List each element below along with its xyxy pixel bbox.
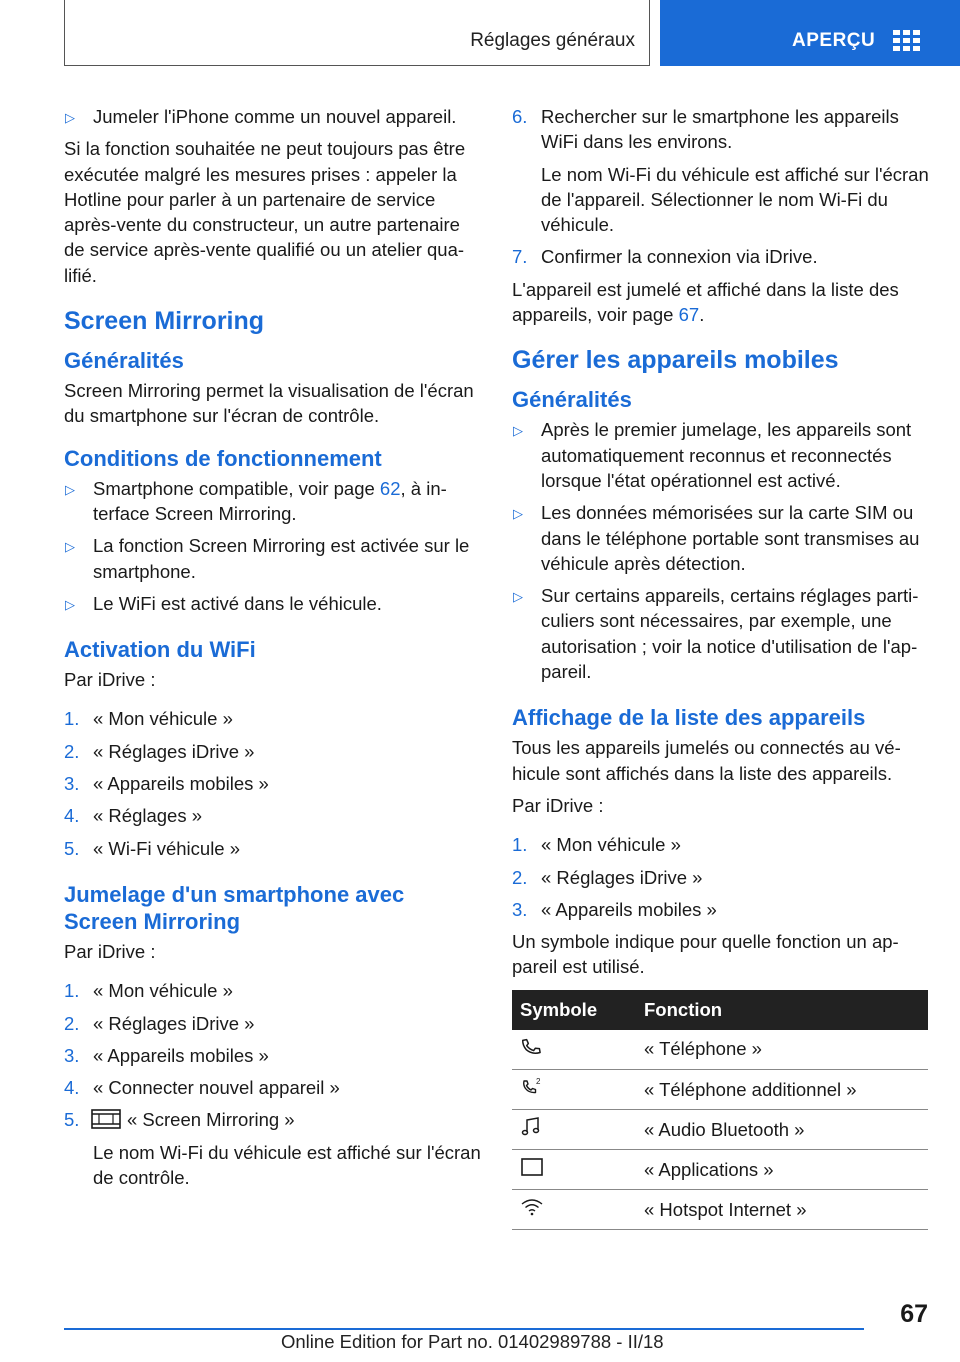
step-text: Rechercher sur le smartphone les appareils WiFi dans les environs. <box>541 106 899 153</box>
phone-additional-icon <box>520 1076 544 1098</box>
step-text: « Appareils mobiles » <box>541 898 717 920</box>
step-text: « Réglages iDrive » <box>93 740 255 762</box>
jumelage-steps <box>64 978 482 1190</box>
bullet-text: Jumeler l'iPhone comme un nouvel appareil. <box>93 106 457 127</box>
footer-edition: Online Edition for Part no. 01402989788 - II/18 <box>281 1331 664 1352</box>
heading-conditions: Conditions de fonctionnement <box>64 445 382 471</box>
step-item <box>64 1011 482 1036</box>
bullet-text: Après le premier jumelage, les appareils sont automatiquement reconnus et reconnectés lorsque l'état opérationnel est activé. <box>541 419 912 491</box>
page-link-67[interactable]: 67 <box>678 304 700 326</box>
function-cell: « Audio Bluetooth » <box>636 1110 928 1150</box>
footer-divider <box>64 1328 864 1330</box>
step-text: « Wi-Fi véhicule » <box>93 837 241 859</box>
affichage-steps <box>512 832 930 922</box>
step-number: 1. <box>512 834 528 856</box>
step-item <box>512 897 930 922</box>
column-header-fonction: Fonction <box>636 990 928 1030</box>
step-number: 2. <box>512 866 528 888</box>
step-number: 5. <box>64 837 80 859</box>
function-cell: « Téléphone » <box>636 1030 928 1070</box>
header-section-box <box>64 0 650 66</box>
list-item <box>512 583 930 684</box>
table-row <box>512 1070 928 1110</box>
step-text: « Réglages iDrive » <box>93 1012 255 1034</box>
apercu-label: APERÇU <box>792 30 876 51</box>
bullet-text: Smartphone compatible, voir page <box>93 477 380 499</box>
step-item <box>512 244 930 269</box>
step-item <box>64 1107 482 1190</box>
wifi-hotspot-icon <box>520 1196 544 1218</box>
table-header-row <box>512 990 928 1030</box>
bullet-text: Sur certains appareils, certains réglages particuliers sont nécessaires, par exemple, une autorisation ; voir la notice d'utilisation de l'appareil. <box>541 585 919 683</box>
step-text: « Réglages » <box>93 805 203 827</box>
step-text: « Connecter nouvel appareil » <box>93 1077 340 1099</box>
step-number: 4. <box>64 805 80 827</box>
applications-icon <box>520 1156 544 1178</box>
step-number: 3. <box>512 898 528 920</box>
heading-jumelage: Jumelage d'un smartphone avec Screen Mirroring <box>64 881 405 934</box>
step-item <box>64 771 482 796</box>
symbol-cell <box>512 1150 636 1190</box>
step-number: 5. <box>64 1109 80 1131</box>
step-number: 3. <box>64 773 80 795</box>
paragraph-text: . <box>699 304 705 326</box>
step-number: 2. <box>64 1012 80 1034</box>
bullet-text: , à interface Screen Mirroring. <box>93 477 447 524</box>
activation-steps <box>64 706 482 860</box>
step-number: 4. <box>64 1077 80 1099</box>
step-number: 1. <box>64 708 80 730</box>
symbol-cell <box>512 1110 636 1150</box>
step-item <box>64 1075 482 1100</box>
list-item <box>64 104 482 129</box>
page-link-62[interactable]: 62 <box>379 477 401 499</box>
bullet-text: Le WiFi est activé dans le véhicule. <box>93 592 382 614</box>
left-column <box>64 104 482 1197</box>
step-item <box>512 104 930 237</box>
step-text: Confirmer la connexion via iDrive. <box>541 246 818 268</box>
step-item <box>64 706 482 731</box>
music-note-icon <box>520 1116 542 1138</box>
step-item <box>64 739 482 764</box>
paragraph-par-idrive: Par iDrive : <box>512 794 604 816</box>
right-column <box>512 104 930 1230</box>
paragraph-symbole: Un symbole indique pour quelle fonction un appareil est utilisé. <box>512 931 899 978</box>
phone-icon <box>520 1036 542 1058</box>
paragraph-appareil-jumele <box>512 277 930 328</box>
triangle-bullet-icon: ▷ <box>513 506 523 522</box>
paragraph-par-idrive: Par iDrive : <box>64 669 156 691</box>
bullet-text: Les données mémorisées sur la carte SIM ou dans le téléphone portable sont transmises au véhicule après détection. <box>541 502 920 574</box>
section-title: Réglages généraux <box>470 30 635 51</box>
triangle-bullet-icon: ▷ <box>513 589 523 605</box>
symbol-cell <box>512 1190 636 1230</box>
triangle-bullet-icon: ▷ <box>65 481 75 497</box>
list-item <box>512 417 930 493</box>
heading-gerer-appareils: Gérer les appareils mobiles <box>512 346 839 375</box>
step-item <box>64 836 482 861</box>
step-text: « Appareils mobiles » <box>93 773 269 795</box>
function-cell: « Téléphone additionnel » <box>636 1070 928 1110</box>
triangle-bullet-icon: ▷ <box>513 423 523 439</box>
step-text: « Mon véhicule » <box>93 980 233 1002</box>
page-number: 67 <box>900 1300 928 1328</box>
list-item <box>512 500 930 576</box>
paragraph-generalites: Screen Mirroring permet la visualisation de l'écran du smartphone sur l'écran de contrôle. <box>64 380 474 427</box>
step-text: « Mon véhicule » <box>93 708 233 730</box>
table-row <box>512 1190 928 1230</box>
svg-text:2: 2 <box>536 1077 541 1087</box>
triangle-bullet-icon: ▷ <box>65 539 75 555</box>
list-item <box>64 533 482 584</box>
triangle-bullet-icon: ▷ <box>65 596 75 612</box>
table-row <box>512 1150 928 1190</box>
table-row <box>512 1030 928 1070</box>
step-item <box>512 865 930 890</box>
step-number: 7. <box>512 246 528 268</box>
step-number: 2. <box>64 740 80 762</box>
step-text: « Appareils mobiles » <box>93 1044 269 1066</box>
triangle-bullet-icon: ▷ <box>65 110 75 125</box>
step-item <box>64 978 482 1003</box>
paragraph-hotline: Si la fonction souhaitée ne peut toujours pas être exécutée malgré les mesures prises : appeler la Hotline pour parler à un partenaire de service après-vente du constructeur, un autre partenaire de service après-vente qualifié ou un atelier qualifié. <box>64 138 466 286</box>
paragraph-text: L'appareil est jumelé et affiché dans la liste des appareils, voir page <box>512 278 899 326</box>
symbol-cell <box>512 1030 636 1070</box>
step-item <box>512 832 930 857</box>
step-subtext: Le nom Wi-Fi du véhicule est affiché sur l'écran de contrôle. <box>93 1141 481 1189</box>
screen-mirroring-icon <box>91 1109 121 1129</box>
heading-activation-wifi: Activation du WiFi <box>64 637 256 663</box>
step-number: 1. <box>64 980 80 1002</box>
apercu-nav-button[interactable] <box>660 0 960 66</box>
heading-affichage-liste: Affichage de la liste des appareils <box>512 705 866 731</box>
bullet-text: La fonction Screen Mirroring est activée sur le smartphone. <box>93 535 470 582</box>
heading-generalites: Généralités <box>64 348 184 374</box>
step-text: « Réglages iDrive » <box>541 866 703 888</box>
function-cell: « Hotspot Internet » <box>636 1190 928 1230</box>
step-text: « Screen Mirroring » <box>127 1109 295 1131</box>
grid-menu-icon <box>893 30 921 52</box>
step-subtext: Le nom Wi-Fi du véhicule est affiché sur l'écran de l'appareil. Sélectionner le nom Wi-Fi du véhicule. <box>541 163 929 236</box>
list-item <box>64 591 482 616</box>
symbol-cell <box>512 1070 636 1110</box>
column-header-symbole: Symbole <box>512 990 636 1030</box>
heading-generalites: Généralités <box>512 387 632 413</box>
paragraph-par-idrive: Par iDrive : <box>64 940 156 962</box>
table-row <box>512 1110 928 1150</box>
step-number: 3. <box>64 1044 80 1066</box>
step-text: « Mon véhicule » <box>541 834 681 856</box>
heading-screen-mirroring: Screen Mirroring <box>64 307 265 336</box>
symbol-table <box>512 990 928 1231</box>
function-cell: « Applications » <box>636 1150 928 1190</box>
paragraph-affichage: Tous les appareils jumelés ou connectés au véhicule sont affichés dans la liste des appareils. <box>512 737 901 784</box>
step-item <box>64 1043 482 1068</box>
step-item <box>64 803 482 828</box>
list-item <box>64 476 482 527</box>
step-number: 6. <box>512 106 528 127</box>
